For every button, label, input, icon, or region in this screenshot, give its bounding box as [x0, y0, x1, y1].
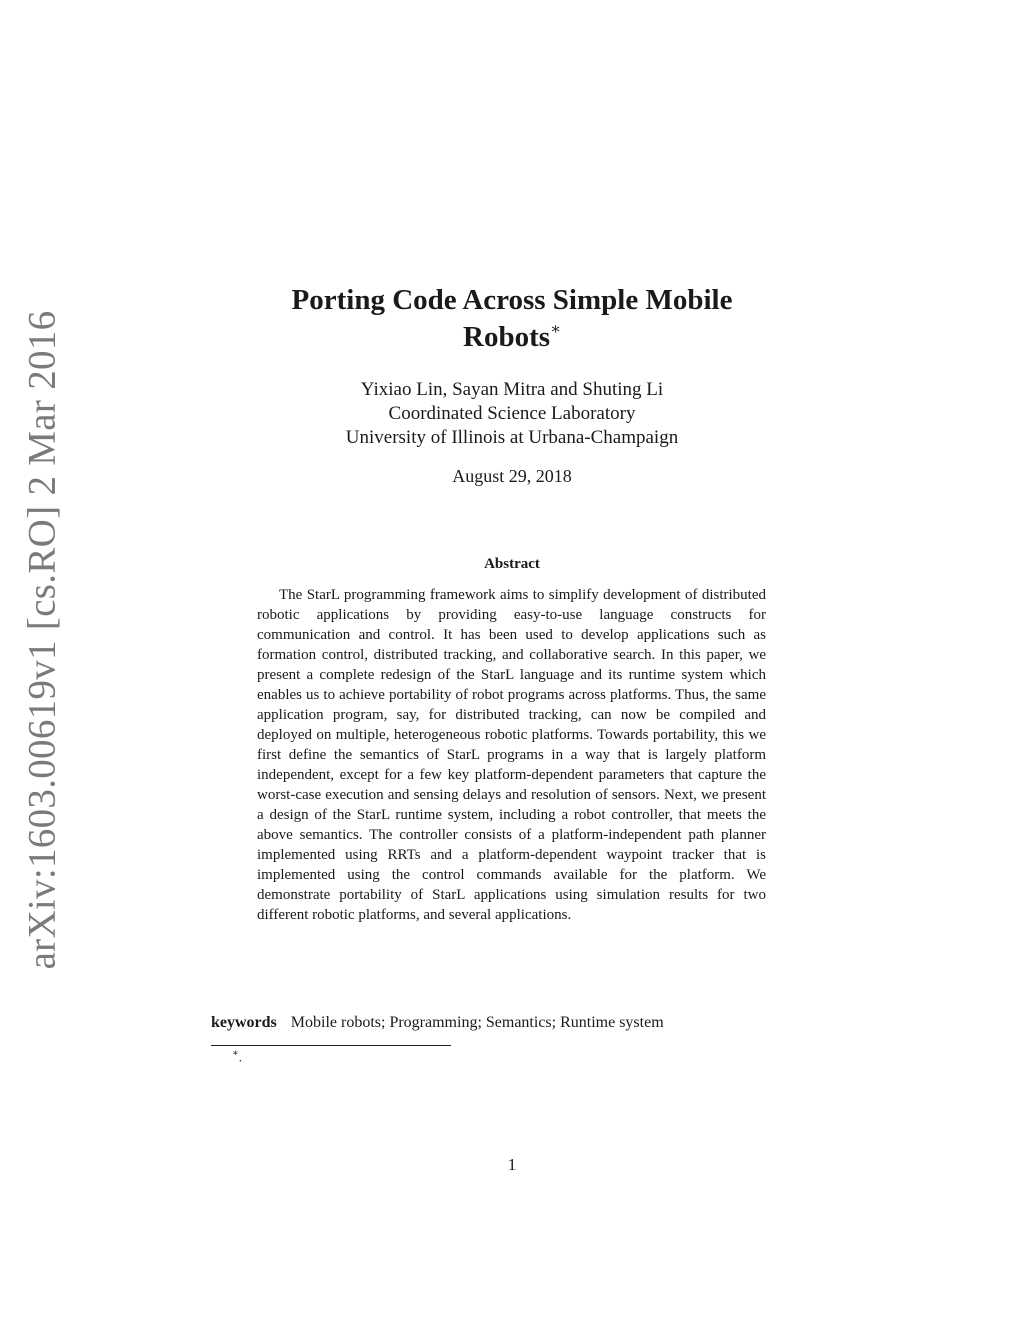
title-line-1: Porting Code Across Simple Mobile: [291, 284, 733, 316]
footnote: [232, 1048, 242, 1065]
title-footnote-marker: ∗: [550, 321, 561, 338]
affiliation-university: University of Illinois at Urbana-Champaign: [345, 427, 679, 448]
footnote-rule: [211, 1045, 451, 1046]
footnote-text: .: [238, 1049, 243, 1065]
arxiv-identifier-stamp: arXiv:1603.00619v1 [cs.RO] 2 Mar 2016: [20, 310, 64, 970]
paper-date: August 29, 2018: [452, 466, 572, 486]
page-number: 1: [507, 1155, 517, 1174]
abstract-heading: Abstract: [484, 556, 540, 572]
paper-title: [212, 282, 812, 356]
footnote-marker: ∗: [232, 1048, 239, 1059]
keywords-list: Mobile robots; Programming; Semantics; Runtime system: [290, 1014, 664, 1031]
keywords-label: keywords: [211, 1014, 277, 1031]
author-block: [212, 378, 812, 450]
keywords-line: [211, 1014, 811, 1032]
authors: Yixiao Lin, Sayan Mitra and Shuting Li: [360, 379, 664, 400]
affiliation-lab: Coordinated Science Laboratory: [388, 403, 636, 424]
abstract-body: The StarL programming framework aims to simplify development of distributed robotic applications by providing easy-to-use language constructs for communication and control. It has been used to develop applications such as formation control, distributed tracking, and collaborative search. In this paper, we present a complete redesign of the StarL language and its runtime system which enables us to achieve portability of robot programs across platforms. Thus, the same application program, say, for distributed tracking, can now be compiled and deployed on multiple, heterogeneous robotic platforms. Towards portability, this we first define the semantics of StarL programs in a way that is largely platform independent, except for a few key platform-dependent parameters that capture the worst-case execution and sensing delays and resolution of sensors. Next, we present a design of the StarL runtime system, including a robot controller, that meets the above semantics. The controller consists of a platform-independent path planner implemented using RRTs and a platform-dependent waypoint tracker that is implemented using the control commands available for the platform. We demonstrate portability of StarL applications using simulation results for two different robotic platforms, and several applications.: [257, 587, 766, 923]
title-line-2: Robots: [463, 321, 551, 353]
